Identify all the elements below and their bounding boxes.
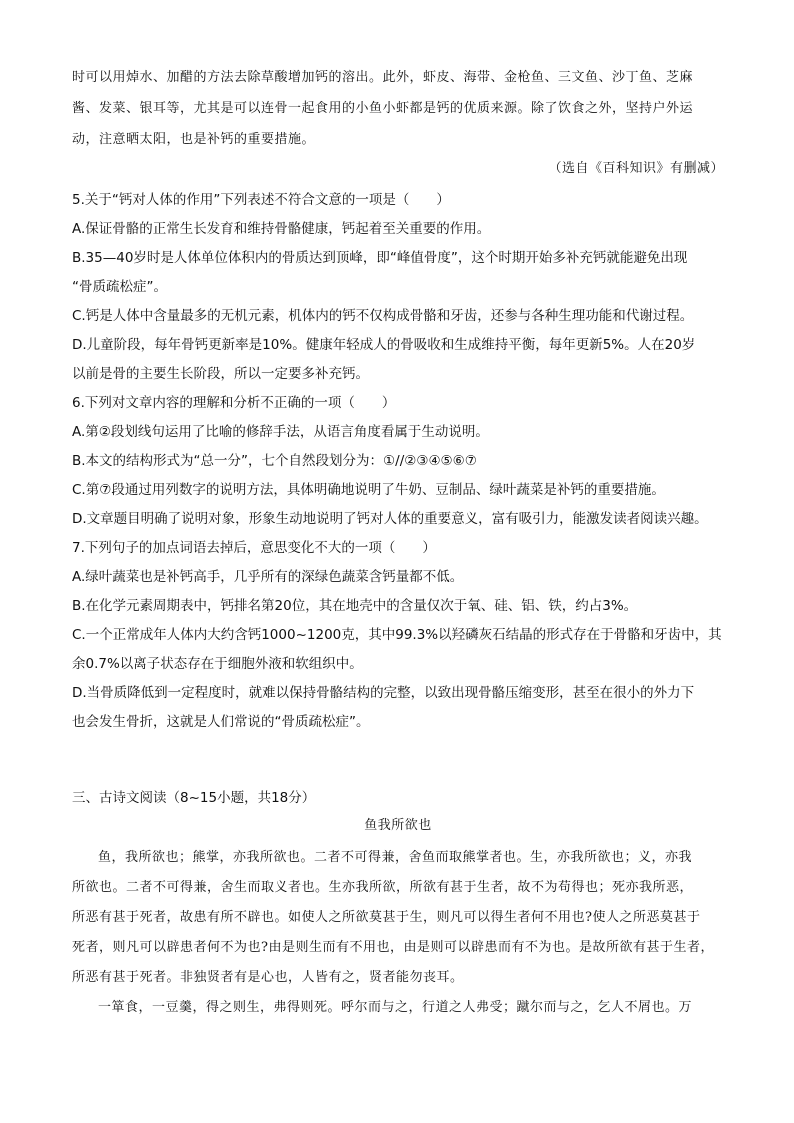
passage-line: 时可以用焯水、加醋的方法去除草酸增加钙的溶出。此外，虾皮、海带、金枪鱼、三文鱼、沙丁鱼、芝麻 <box>72 70 694 85</box>
passage-source: （选自《百科知识》有删减） <box>548 161 724 176</box>
question-option: 以前是骨的主要生长阶段，所以一定要多补充钙。 <box>72 366 369 382</box>
poem-line: 一箪食，一豆羹，得之则生，弗得则死。呼尔而与之，行道之人弗受；蹴尔而与之，乞人不屑也。万 <box>98 1000 693 1015</box>
question-option: D.文章题目明确了说明对象，形象生动地说明了钙对人体的重要意义，富有吸引力，能激发读者阅读兴趣。 <box>72 511 708 527</box>
question-option: A.绿叶蔬菜也是补钙高手，几乎所有的深绿色蔬菜含钙量都不低。 <box>72 569 464 585</box>
question-option: D.儿童阶段，每年骨钙更新率是10%。健康年轻成人的骨吸收和生成维持平衡，每年更新5%。人在20岁 <box>72 337 696 353</box>
question-option: C.一个正常成年人体内大约含钙1000~1200克，其中99.3%以羟磷灰石结晶的形式存在于骨骼和牙齿中，其 <box>72 627 722 643</box>
poem-line: 所欲也。二者不可得兼，舍生而取义者也。生亦我所欲，所欲有甚于生者，故不为苟得也；死亦我所恶， <box>72 880 694 895</box>
question-option: 余0.7%以离子状态存在于细胞外液和软组织中。 <box>72 656 363 672</box>
question-option: A.保证骨骼的正常生长发育和维持骨骼健康，钙起着至关重要的作用。 <box>72 221 491 237</box>
question-stem: 6.下列对文章内容的理解和分析不正确的一项（ ） <box>72 395 396 411</box>
question-option: “骨质疏松症”。 <box>72 279 167 295</box>
section-heading: 三、古诗文阅读（8~15小题，共18分） <box>72 790 316 806</box>
question-option: 也会发生骨折，这就是人们常说的“骨质疏松症”。 <box>72 714 370 730</box>
question-list <box>72 186 724 737</box>
question-option: C.钙是人体中含量最多的无机元素，机体内的钙不仅构成骨骼和牙齿，还参与各种生理功能和代谢过程。 <box>72 308 694 324</box>
poem-title: 鱼我所欲也 <box>364 818 432 833</box>
question-option: B.本文的结构形式为“总一分”，七个自然段划分为：①//②③④⑤⑥⑦ <box>72 453 477 469</box>
passage-excerpt <box>72 62 724 155</box>
passage-line: 动，注意晒太阳，也是补钙的重要措施。 <box>72 132 316 147</box>
poem-line: 鱼，我所欲也；熊掌，亦我所欲也。二者不可得兼，舍鱼而取熊掌者也。生，亦我所欲也；义，亦我 <box>98 850 693 865</box>
question-option: D.当骨质降低到一定程度时，就难以保持骨骼结构的完整，以致出现骨骼压缩变形，甚至在很小的外力下 <box>72 685 695 701</box>
question-stem: 7.下列句子的加点词语去掉后，意思变化不大的一项（ ） <box>72 540 436 556</box>
question-option: C.第⑦段通过用列数字的说明方法，具体明确地说明了牛奶、豆制品、绿叶蔬菜是补钙的重要措施。 <box>72 482 665 498</box>
poem-line: 死者，则凡可以辟患者何不为也?由是则生而有不用也，由是则可以辟患而有不为也。是故所欲有甚于生者， <box>72 940 714 955</box>
question-option: A.第②段划线句运用了比喻的修辞手法，从语言角度看属于生动说明。 <box>72 424 489 440</box>
poem-text <box>72 843 724 1023</box>
passage-line: 酱、发菜、银耳等，尤其是可以连骨一起食用的小鱼小虾都是钙的优质来源。除了饮食之外，坚持户外运 <box>72 101 694 116</box>
poem-line: 所恶有甚于死者，故患有所不辟也。如使人之所欲莫甚于生，则凡可以得生者何不用也?使人之所恶莫甚于 <box>72 910 701 925</box>
question-stem: 5.关于“钙对人体的作用”下列表述不符合文意的一项是（ ） <box>72 192 450 208</box>
poem-line: 所恶有甚于死者。非独贤者有是心也，人皆有之，贤者能勿丧耳。 <box>72 970 464 985</box>
question-option: B.35—40岁时是人体单位体积内的骨质达到顶峰，即“峰值骨度”，这个时期开始多补充钙就能避免出现 <box>72 250 688 266</box>
question-option: B.在化学元素周期表中，钙排名第20位，其在地壳中的含量仅次于氧、硅、铝、铁，约占3%。 <box>72 598 638 614</box>
